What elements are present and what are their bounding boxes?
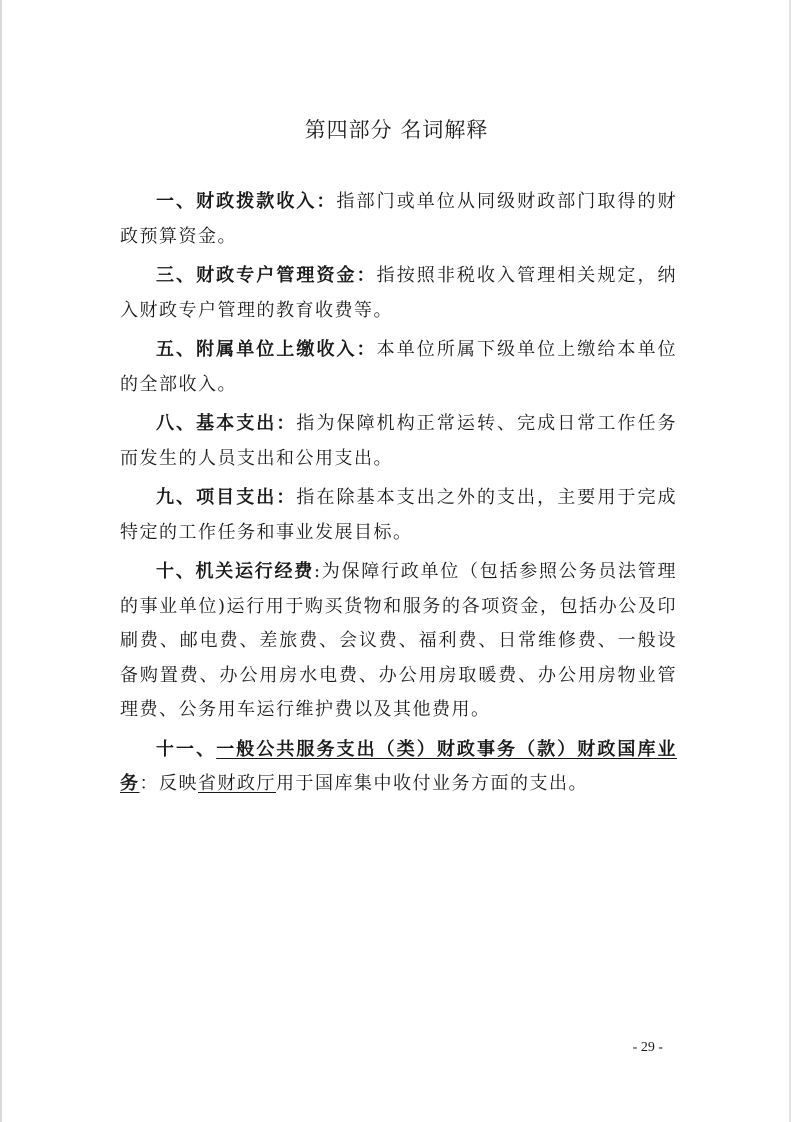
- definition-number: 十一、: [156, 738, 217, 760]
- definitions-section: [120, 185, 677, 807]
- definition-term: 一、财政拨款收入：: [156, 191, 337, 212]
- definition-treasury-business: [120, 733, 677, 802]
- definition-term: 五、附属单位上缴收入：: [156, 339, 377, 360]
- definition-term: 十、机关运行经费: [156, 561, 314, 582]
- definition-affiliated-unit-income: [120, 333, 677, 402]
- definition-special-account-funds: [120, 259, 677, 328]
- definition-operating-expenses: [120, 555, 677, 728]
- definition-text: 指为保障机构正常运转、完成日常工作任务而发生的人员支出和公用支出。: [120, 413, 677, 469]
- definition-project-expenditure: [120, 481, 677, 550]
- definition-basic-expenditure: [120, 407, 677, 476]
- definition-financial-appropriation-income: [120, 185, 677, 254]
- definition-term-underlined: 一般公共服务支出（类）财政事务（款）财政国库业务: [120, 738, 678, 794]
- definition-text: 本单位所属下级单位上缴给本单位的全部收入。: [120, 339, 678, 395]
- scan-edge-left: [0, 0, 2, 1122]
- definition-text: 指部门或单位从同级财政部门取得的财政预算资金。: [120, 191, 678, 247]
- definition-term: 三、财政专户管理资金：: [156, 265, 377, 286]
- definition-text-part-b: 用于国库集中收付业务方面的支出。: [276, 773, 588, 794]
- definition-term: 九、项目支出：: [156, 487, 297, 508]
- definition-text: :为保障行政单位（包括参照公务员法管理的事业单位)运行用于购买货物和服务的各项资金，包括办公及印刷费、邮电费、差旅费、会议费、福利费、日常维修费、一般设备购置费、办公用房水电费、办公用房取暖费、办公用房物业管理费、公务用车运行维护费以及其他费用。: [120, 561, 677, 720]
- definition-text-part-a: 反映: [159, 773, 198, 794]
- definition-text-underlined: 省财政厅: [198, 773, 276, 794]
- definition-text: 指按照非税收入管理相关规定，纳入财政专户管理的教育收费等。: [120, 265, 678, 321]
- scan-edge-right: [789, 0, 791, 1122]
- page-number: - 29 -: [632, 1040, 663, 1055]
- page-title: 第四部分 名词解释: [304, 118, 489, 142]
- definition-text: 指在除基本支出之外的支出，主要用于完成特定的工作任务和事业发展目标。: [120, 487, 677, 543]
- definition-term: 八、基本支出：: [156, 413, 297, 434]
- definition-colon: ：: [139, 773, 159, 794]
